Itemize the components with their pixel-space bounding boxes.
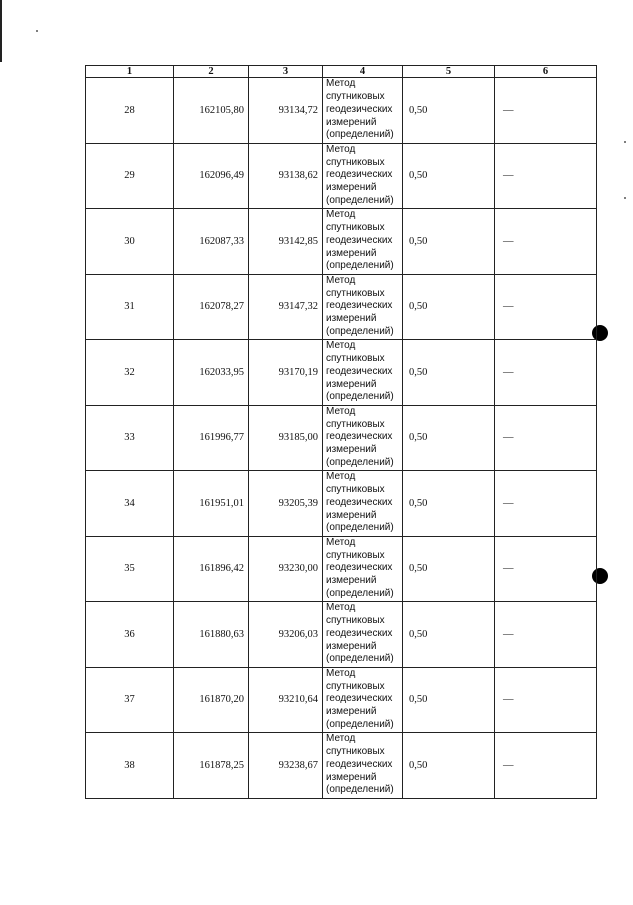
- accuracy-cell: 0,50: [403, 733, 495, 799]
- method-line: спутниковых: [326, 484, 385, 496]
- method-cell: [323, 733, 403, 799]
- method-line: (определений): [326, 784, 394, 796]
- method-line: геодезических: [326, 365, 393, 377]
- method-line: геодезических: [326, 169, 393, 181]
- table-row: [86, 78, 597, 144]
- x-coordinate-cell: 162105,80: [174, 78, 249, 144]
- y-coordinate-cell: 93134,72: [249, 78, 323, 144]
- y-coordinate-cell: 93206,03: [249, 602, 323, 668]
- method-cell: [323, 274, 403, 340]
- method-cell: [323, 143, 403, 209]
- method-line: спутниковых: [326, 680, 385, 692]
- method-line: (определений): [326, 653, 394, 665]
- method-cell: [323, 471, 403, 537]
- point-number-cell: 33: [86, 405, 174, 471]
- method-line: Метод: [326, 78, 356, 90]
- method-line: измерений: [326, 444, 377, 456]
- method-line: измерений: [326, 509, 377, 521]
- method-line: геодезических: [326, 693, 393, 705]
- point-number-cell: 38: [86, 733, 174, 799]
- header-cell: 1: [86, 66, 174, 78]
- method-line: спутниковых: [326, 418, 385, 430]
- y-coordinate-cell: 93205,39: [249, 471, 323, 537]
- table-row: [86, 733, 597, 799]
- method-cell: [323, 405, 403, 471]
- header-cell: 4: [323, 66, 403, 78]
- method-line: Метод: [326, 405, 356, 417]
- x-coordinate-cell: 161870,20: [174, 667, 249, 733]
- method-line: спутниковых: [326, 222, 385, 234]
- method-line: Метод: [326, 274, 356, 286]
- note-cell: —: [495, 536, 597, 602]
- x-coordinate-cell: 161951,01: [174, 471, 249, 537]
- point-number-cell: 29: [86, 143, 174, 209]
- x-coordinate-cell: 161880,63: [174, 602, 249, 668]
- method-cell: [323, 209, 403, 275]
- method-line: измерений: [326, 640, 377, 652]
- table-row: [86, 602, 597, 668]
- table-row: [86, 471, 597, 537]
- y-coordinate-cell: 93138,62: [249, 143, 323, 209]
- method-line: спутниковых: [326, 549, 385, 561]
- method-line: измерений: [326, 575, 377, 587]
- method-line: Метод: [326, 340, 356, 352]
- method-line: измерений: [326, 378, 377, 390]
- table-row: [86, 340, 597, 406]
- method-line: геодезических: [326, 562, 393, 574]
- scan-speck: [36, 30, 38, 32]
- method-line: измерений: [326, 247, 377, 259]
- method-line: (определений): [326, 587, 394, 599]
- header-cell: 6: [495, 66, 597, 78]
- method-line: Метод: [326, 143, 356, 155]
- scan-edge-mark: [0, 0, 2, 62]
- table-row: [86, 209, 597, 275]
- method-line: геодезических: [326, 758, 393, 770]
- method-cell: [323, 340, 403, 406]
- note-cell: —: [495, 405, 597, 471]
- method-cell: [323, 602, 403, 668]
- method-line: (определений): [326, 456, 394, 468]
- note-cell: —: [495, 143, 597, 209]
- y-coordinate-cell: 93230,00: [249, 536, 323, 602]
- method-line: спутниковых: [326, 156, 385, 168]
- point-number-cell: 32: [86, 340, 174, 406]
- y-coordinate-cell: 93238,67: [249, 733, 323, 799]
- method-line: измерений: [326, 771, 377, 783]
- x-coordinate-cell: 161878,25: [174, 733, 249, 799]
- method-line: (определений): [326, 522, 394, 534]
- method-line: Метод: [326, 602, 356, 614]
- table-row: [86, 667, 597, 733]
- header-cell: 5: [403, 66, 495, 78]
- note-cell: —: [495, 471, 597, 537]
- method-line: геодезических: [326, 496, 393, 508]
- coordinates-table: [85, 65, 597, 799]
- table-row: [86, 143, 597, 209]
- x-coordinate-cell: 161996,77: [174, 405, 249, 471]
- x-coordinate-cell: 162078,27: [174, 274, 249, 340]
- point-number-cell: 35: [86, 536, 174, 602]
- accuracy-cell: 0,50: [403, 667, 495, 733]
- method-line: спутниковых: [326, 353, 385, 365]
- y-coordinate-cell: 93170,19: [249, 340, 323, 406]
- accuracy-cell: 0,50: [403, 405, 495, 471]
- point-number-cell: 36: [86, 602, 174, 668]
- method-line: (определений): [326, 260, 394, 272]
- y-coordinate-cell: 93210,64: [249, 667, 323, 733]
- y-coordinate-cell: 93185,00: [249, 405, 323, 471]
- method-cell: [323, 78, 403, 144]
- method-line: (определений): [326, 129, 394, 141]
- accuracy-cell: 0,50: [403, 471, 495, 537]
- method-cell: [323, 667, 403, 733]
- method-line: спутниковых: [326, 91, 385, 103]
- note-cell: —: [495, 602, 597, 668]
- point-number-cell: 31: [86, 274, 174, 340]
- method-line: геодезических: [326, 431, 393, 443]
- method-line: геодезических: [326, 300, 393, 312]
- table-body: [86, 66, 597, 799]
- method-line: измерений: [326, 116, 377, 128]
- method-line: спутниковых: [326, 287, 385, 299]
- point-number-cell: 37: [86, 667, 174, 733]
- y-coordinate-cell: 93147,32: [249, 274, 323, 340]
- accuracy-cell: 0,50: [403, 602, 495, 668]
- method-line: (определений): [326, 325, 394, 337]
- method-line: спутниковых: [326, 746, 385, 758]
- method-line: измерений: [326, 313, 377, 325]
- accuracy-cell: 0,50: [403, 274, 495, 340]
- y-coordinate-cell: 93142,85: [249, 209, 323, 275]
- accuracy-cell: 0,50: [403, 340, 495, 406]
- table-row: [86, 405, 597, 471]
- note-cell: —: [495, 733, 597, 799]
- accuracy-cell: 0,50: [403, 209, 495, 275]
- point-number-cell: 30: [86, 209, 174, 275]
- point-number-cell: 34: [86, 471, 174, 537]
- accuracy-cell: 0,50: [403, 78, 495, 144]
- method-line: Метод: [326, 667, 356, 679]
- x-coordinate-cell: 162096,49: [174, 143, 249, 209]
- accuracy-cell: 0,50: [403, 143, 495, 209]
- x-coordinate-cell: 162033,95: [174, 340, 249, 406]
- x-coordinate-cell: 161896,42: [174, 536, 249, 602]
- method-line: Метод: [326, 733, 356, 745]
- header-cell: 3: [249, 66, 323, 78]
- method-line: геодезических: [326, 103, 393, 115]
- table-row: [86, 536, 597, 602]
- method-line: (определений): [326, 718, 394, 730]
- method-line: геодезических: [326, 627, 393, 639]
- note-cell: —: [495, 274, 597, 340]
- note-cell: —: [495, 667, 597, 733]
- header-cell: 2: [174, 66, 249, 78]
- scan-speck: [624, 197, 626, 199]
- method-line: спутниковых: [326, 615, 385, 627]
- method-line: (определений): [326, 194, 394, 206]
- point-number-cell: 28: [86, 78, 174, 144]
- method-cell: [323, 536, 403, 602]
- table-header-row: [86, 66, 597, 78]
- method-line: Метод: [326, 209, 356, 221]
- note-cell: —: [495, 340, 597, 406]
- method-line: Метод: [326, 471, 356, 483]
- accuracy-cell: 0,50: [403, 536, 495, 602]
- method-line: геодезических: [326, 234, 393, 246]
- table-row: [86, 274, 597, 340]
- note-cell: —: [495, 78, 597, 144]
- note-cell: —: [495, 209, 597, 275]
- method-line: Метод: [326, 536, 356, 548]
- scan-speck: [624, 141, 626, 143]
- x-coordinate-cell: 162087,33: [174, 209, 249, 275]
- method-line: измерений: [326, 706, 377, 718]
- method-line: (определений): [326, 391, 394, 403]
- method-line: измерений: [326, 182, 377, 194]
